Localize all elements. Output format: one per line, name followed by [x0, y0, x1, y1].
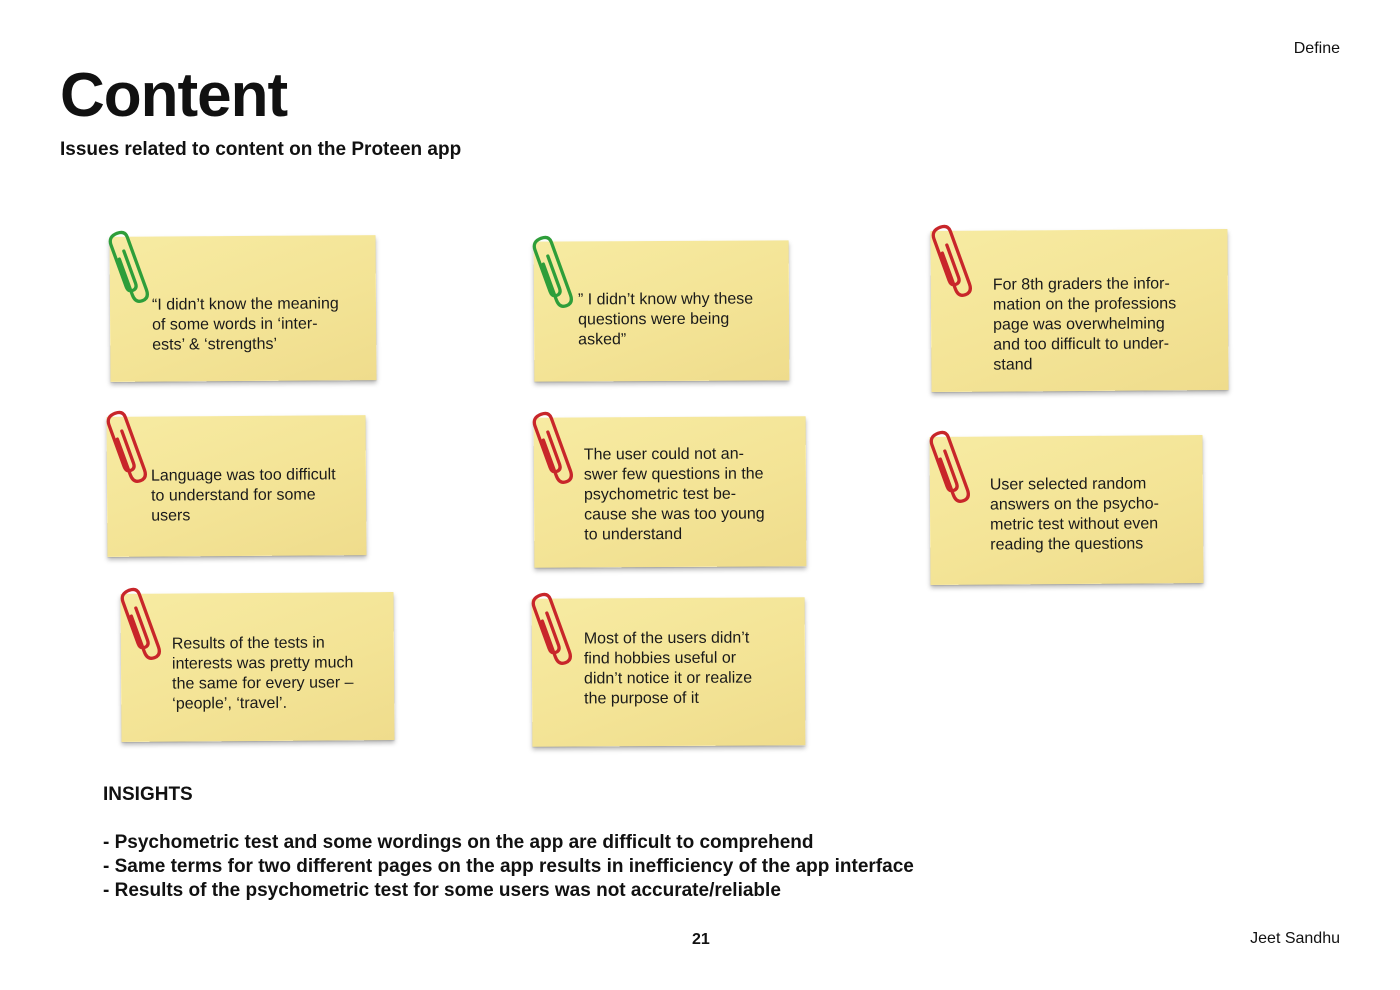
sticky-note — [930, 229, 1228, 392]
sticky-note-text: Results of the tests in interests was pretty much the same for every user – ‘people’, ‘travel’. — [171, 634, 354, 713]
insights-list — [103, 831, 914, 903]
sticky-note — [120, 592, 394, 742]
sticky-note-text: The user could not an- swer few questions in the psychometric test be- cause she was too young to understand — [583, 445, 765, 544]
sticky-note-text: Most of the users didn’t find hobbies useful or didn’t notice it or realize the purpose of it — [583, 629, 753, 708]
author-name: Jeet Sandhu — [1250, 930, 1340, 947]
sticky-note — [534, 416, 807, 567]
insight-item: - Results of the psychometric test for some users was not accurate/reliable — [103, 880, 781, 901]
section-label: Define — [1293, 40, 1340, 57]
sticky-note — [109, 235, 376, 382]
page-subtitle: Issues related to content on the Proteen app — [60, 139, 462, 160]
sticky-note-text: “I didn’t know the meaning of some words in ‘inter- ests’ & ‘strengths’ — [151, 295, 339, 354]
insights-heading: INSIGHTS — [103, 784, 193, 805]
sticky-note — [534, 240, 790, 381]
insight-item: - Psychometric test and some wordings on the app are difficult to comprehend — [103, 832, 814, 853]
sticky-note-text: Language was too difficult to understand for some users — [150, 466, 336, 525]
sticky-note-text: User selected random answers on the psycho- metric test without even reading the questions — [989, 475, 1160, 554]
sticky-note — [107, 415, 367, 557]
sticky-note-text: ” I didn’t know why these questions were being asked” — [577, 290, 754, 349]
page-title: Content — [60, 61, 288, 130]
sticky-note — [929, 435, 1203, 585]
sticky-note — [532, 597, 806, 746]
insight-item: - Same terms for two different pages on the app results in inefficiency of the app interface — [103, 856, 914, 877]
sticky-note-text: For 8th graders the infor- mation on the professions page was overwhelming and too difficult to under- stand — [992, 275, 1177, 374]
page-number: 21 — [692, 931, 710, 948]
